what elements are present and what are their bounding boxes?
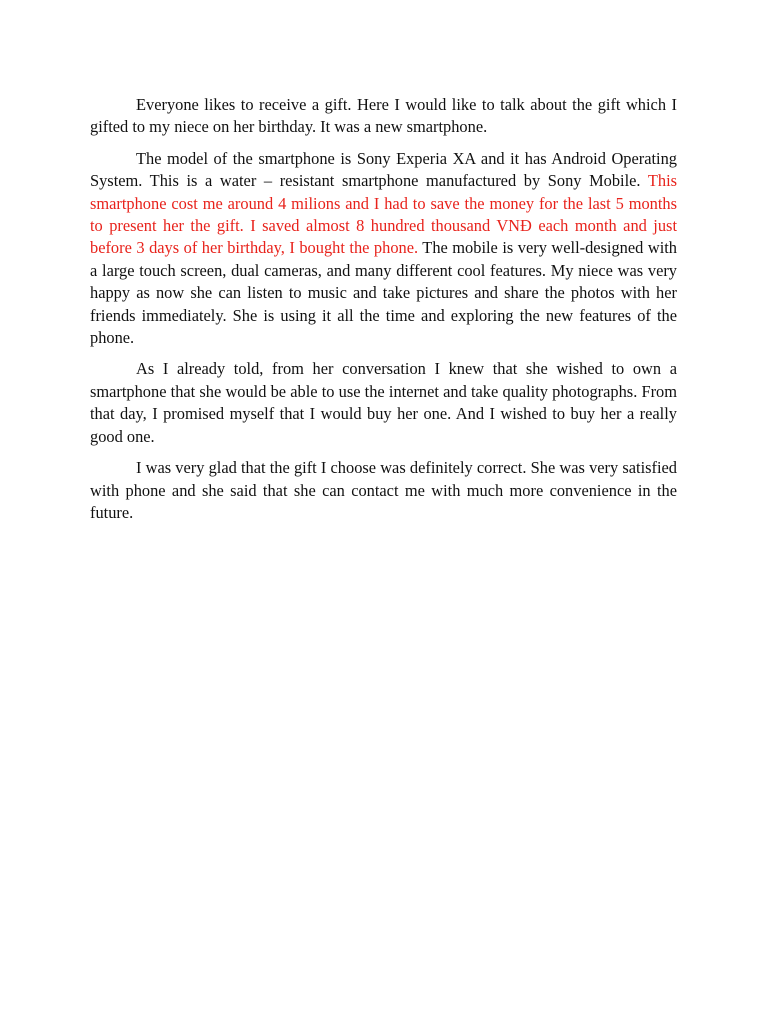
paragraph-2-rest: The mobile is very well-designed with a large touch screen, dual cameras, and many different cool features. My niece was very happy as now she can listen to music and take pictures and share the photos with her friends immediately. She is using it all the time and exploring the new features of the phone. bbox=[90, 238, 677, 348]
paragraph-4: I was very glad that the gift I choose was definitely correct. She was very satisfied with phone and she said that she can contact me with much more convenience in the future. bbox=[90, 458, 677, 522]
paragraph-1: Everyone likes to receive a gift. Here I would like to talk about the gift which I gifted to my niece on her birthday. It was a new smartphone. bbox=[90, 95, 677, 137]
document-body bbox=[90, 94, 677, 533]
paragraph-2 bbox=[90, 148, 677, 350]
paragraph-2-intro: The model of the smartphone is Sony Experia XA and it has Android Operating System. This is a water – resistant smartphone manufactured by Sony Mobile. bbox=[90, 148, 677, 191]
paragraph-3: As I already told, from her conversation I knew that she wished to own a smartphone that she would be able to use the internet and take quality photographs. From that day, I promised myself that I would buy her one. And I wished to buy her a really good one. bbox=[90, 359, 677, 446]
highlighted-sentence: This smartphone cost me around 4 milions and I had to save the money for the last 5 months to present her the gift. I saved almost 8 hundred thousand VNĐ each month and just before 3 days of her birthday, I bought the phone. bbox=[90, 171, 677, 258]
